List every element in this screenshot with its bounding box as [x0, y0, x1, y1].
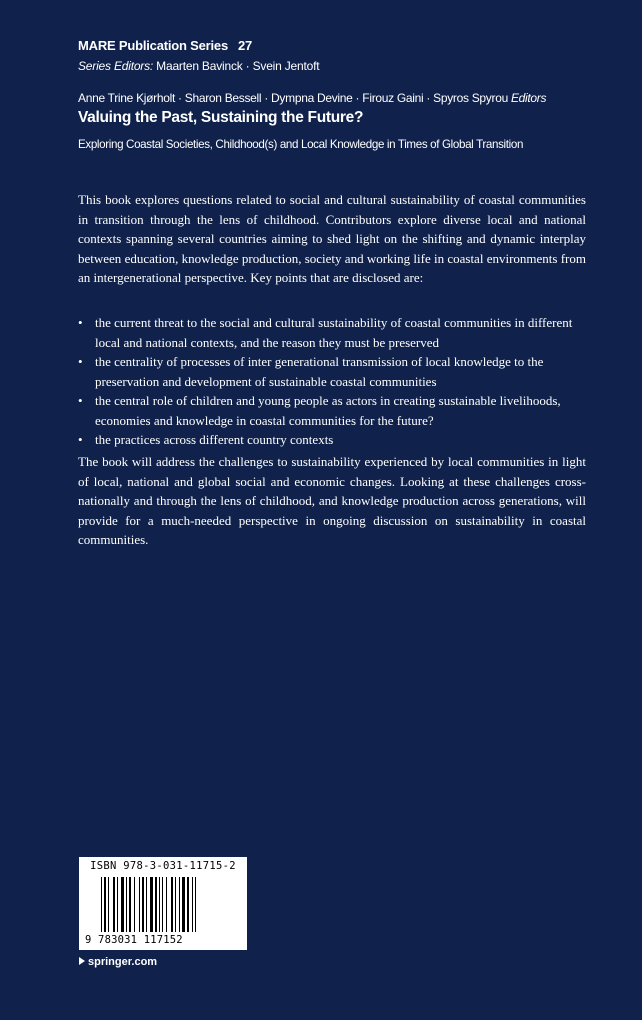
barcode-bars — [101, 877, 237, 932]
publisher-url: springer.com — [88, 956, 158, 968]
barcode-bar — [187, 877, 189, 932]
barcode-bar — [159, 877, 160, 932]
barcode-bar — [121, 877, 124, 932]
series-number: 27 — [238, 38, 253, 53]
barcode-bar — [113, 877, 115, 932]
book-title: Valuing the Past, Sustaining the Future? — [78, 109, 364, 126]
key-point: • the centrality of processes of inter generational transmission of local knowledge to the preservation and development of sustainable coastal communities — [78, 352, 586, 391]
barcode-bar — [129, 877, 131, 932]
barcode-bar — [182, 877, 185, 932]
barcode-bar — [171, 877, 173, 932]
barcode-bar — [195, 877, 196, 932]
barcode-bar — [175, 877, 176, 932]
series-name: MARE Publication Series — [78, 38, 228, 53]
key-points-list — [78, 313, 586, 450]
barcode-bar — [117, 877, 118, 932]
barcode-bar — [162, 877, 163, 932]
barcode-bar — [155, 877, 157, 932]
series-editors-line — [78, 59, 319, 73]
arrow-right-icon — [79, 957, 85, 965]
isbn-barcode — [79, 857, 247, 950]
barcode-bar — [142, 877, 144, 932]
barcode-bar — [146, 877, 147, 932]
barcode-bar — [192, 877, 193, 932]
publisher-link[interactable] — [79, 956, 157, 968]
series-editors-label: Series Editors: — [78, 59, 154, 73]
barcode-bar — [139, 877, 140, 932]
barcode-digits: 9 783031 117152 — [85, 934, 183, 946]
key-point: • the practices across different country contexts — [78, 430, 586, 450]
series-editors: Maarten Bavinck · Svein Jentoft — [156, 59, 320, 73]
isbn-label: ISBN 978-3-031-11715-2 — [90, 860, 236, 872]
blurb-paragraph-2: The book will address the challenges to sustainability experienced by local communities in light of local, national and global social and economic changes. Looking at these challenges cross-nationally and through the lens of childhood, and knowledge production across generations, will provide for a much-needed perspective in ongoing discussion on sustainability in coastal communities. — [78, 454, 586, 547]
barcode-bar — [134, 877, 135, 932]
book-editors-role: Editors — [510, 91, 547, 105]
barcode-bar — [104, 877, 106, 932]
book-editors-line — [78, 91, 546, 105]
key-point: • the central role of children and young people as actors in creating sustainable livelihoods, economies and knowledge in coastal communities for the future? — [78, 391, 586, 430]
blurb-paragraph-1: This book explores questions related to social and cultural sustainability of coastal communities in transition through the lens of childhood. Contributors explore diverse local and national contexts spanning several countries aiming to shed light on the shifting and dynamic interplay between education, knowledge production, society and working life in coastal environments from an intergenerational perspective. Key points that are disclosed are: — [78, 192, 586, 285]
barcode-bar — [101, 877, 102, 932]
book-editors: Anne Trine Kjørholt · Sharon Bessell · Dympna Devine · Firouz Gaini · Spyros Spyrou — [78, 91, 508, 105]
key-point: • the current threat to the social and cultural sustainability of coastal communities in different local and national contexts, and the reason they must be preserved — [78, 313, 586, 352]
barcode-bar — [150, 877, 153, 932]
series-heading — [78, 38, 252, 53]
barcode-bar — [108, 877, 109, 932]
barcode-bar — [166, 877, 167, 932]
barcode-bar — [179, 877, 180, 932]
book-subtitle: Exploring Coastal Societies, Childhood(s) and Local Knowledge in Times of Global Transition — [78, 138, 524, 151]
barcode-bar — [126, 877, 127, 932]
